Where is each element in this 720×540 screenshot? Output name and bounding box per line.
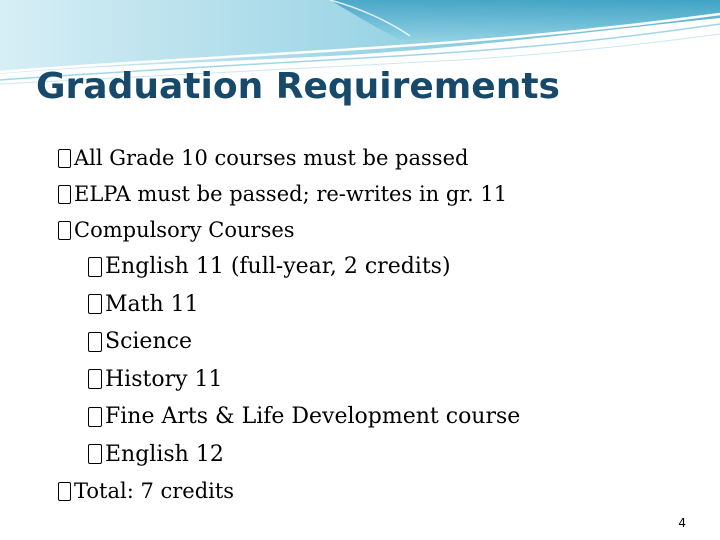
sub-bullet-text: English 11 (full-year, 2 credits) — [105, 254, 451, 280]
sub-bullet-item — [58, 436, 698, 474]
missing-glyph-bullet-icon — [88, 294, 102, 314]
sub-bullet-item — [58, 323, 698, 361]
sub-bullet-item — [58, 286, 698, 324]
sub-bullet-text: Science — [105, 329, 192, 355]
missing-glyph-bullet-icon — [58, 482, 71, 501]
sub-bullet-text: English 12 — [105, 441, 224, 467]
sub-bullet-item — [58, 361, 698, 399]
sub-bullet-text: Math 11 — [105, 291, 199, 317]
bullet-text: Total: 7 credits — [74, 479, 235, 503]
missing-glyph-bullet-icon — [58, 185, 71, 204]
bullet-text: All Grade 10 courses must be passed — [74, 146, 469, 170]
missing-glyph-bullet-icon — [58, 221, 71, 240]
bullet-item — [58, 212, 698, 248]
sub-bullet-item — [58, 398, 698, 436]
bullet-item — [58, 473, 698, 509]
slide-title: Graduation Requirements — [36, 66, 560, 107]
bullet-item — [58, 140, 698, 176]
missing-glyph-bullet-icon — [88, 407, 102, 427]
missing-glyph-bullet-icon — [88, 257, 102, 277]
missing-glyph-bullet-icon — [88, 369, 102, 389]
missing-glyph-bullet-icon — [88, 444, 102, 464]
missing-glyph-bullet-icon — [88, 332, 102, 352]
sub-bullet-text: Fine Arts & Life Development course — [105, 404, 521, 430]
bullet-item — [58, 176, 698, 212]
sub-bullet-item — [58, 248, 698, 286]
bullet-list — [58, 140, 698, 509]
bullet-text: Compulsory Courses — [74, 218, 295, 242]
missing-glyph-bullet-icon — [58, 149, 71, 168]
bullet-text: ELPA must be passed; re-writes in gr. 11 — [74, 182, 508, 206]
page-number: 4 — [678, 516, 686, 530]
sub-bullet-text: History 11 — [105, 366, 223, 392]
